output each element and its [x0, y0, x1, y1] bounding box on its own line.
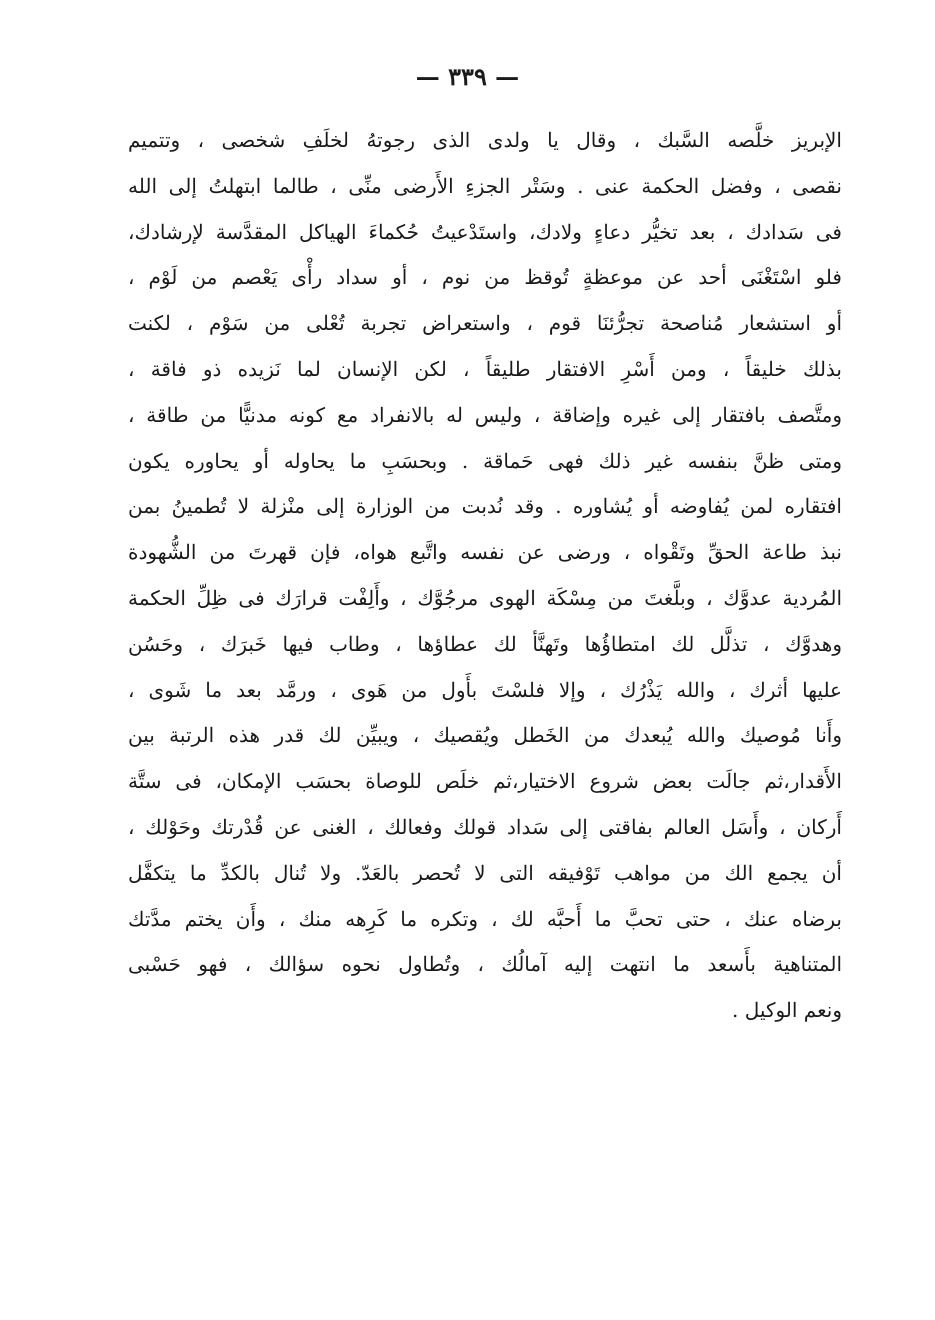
text-line: أَركان ، وأَسَل العالم بفاقتى إلى سَداد قولك وفعالك ، الغنى عن قُدْرتك وحَوْلك ،: [128, 814, 842, 839]
text-line: فلو اسْتَغْنَى أحد عن موعظةٍ تُوقظ من نوم ، أو سداد رأْى يَعْصم من لَوْم ،: [128, 265, 842, 290]
text-line: بذلك خليقاً ، ومن أَسْرِ الافتقار طليقاً ، لكن الإنسان لما نَزيده ذو فاقة ،: [128, 356, 842, 381]
text-line: نبذ طاعة الحقِّ وتَقْواه ، ورضى عن نفسه واتَّبع هواه، فإن قهرتَ من الشُّهودة: [128, 540, 842, 565]
text-line: الأَقدار،ثم جالَت بعض شروع الاختيار،ثم خلَص للوصاة بحسَب الإمكان، فى ستَّة: [128, 769, 842, 794]
page-number: — ٣٣٩ —: [415, 62, 520, 91]
text-line: ومتَّصف بافتقار إلى غيره وإضاقة ، وليس له بالانفراد مع كونه مدنيًّا من طاقة ،: [128, 402, 842, 427]
text-line: افتقاره لمن يُفاوضه أو يُشاوره . وقد نُدبت من الوزارة إلى منْزلة لا تُطمينُ بمن: [128, 494, 842, 519]
text-line: وهدوَّك ، تذلَّل لك امتطاؤُها وتَهنَّأ لك عطاؤها ، وطاب فيها خَبرَك ، وحَسُن: [128, 631, 842, 656]
body-text: [128, 118, 842, 1034]
text-line: نقصى ، وفضل الحكمة عنى . وسَتْر الجزءِ الأَرضى منِّى ، طالما ابتهلتُ إلى الله: [128, 173, 842, 198]
text-line: برضاه عنك ، حتى تحبَّ ما أَحبَّه لك ، وتكره ما كَرِهه منك ، وأَن يختم مدَّتك: [128, 906, 842, 931]
text-line: المتناهية بأَسعد ما انتهت إليه آمالُك ، وتُطاول نحوه سؤالك ، فهو حَسْبى: [128, 952, 842, 977]
text-line: فى سَدادك ، بعد تخيُّر دعاءٍ ولادك، واستَدْعيتُ حُكماءَ الهياكل المقدَّسة لإرشادك،: [128, 219, 842, 244]
text-line: ونعم الوكيل .: [732, 998, 842, 1023]
text-line: أو استشعار مُناصحة تجرُّئنَا قوم ، واستعراض تجربة تُعْلى من سَوْم ، لكنت: [128, 311, 842, 336]
text-line: وأَنا مُوصيك والله يُبعدك من الخَطل ويُقصيك ، ويبيِّن لك قدر هذه الرتبة بين: [128, 723, 842, 748]
text-line: أن يجمع الك من مواهب تَوْفيقه التى لا تُحصر بالعَدّ. ولا تُنال بالكدِّ ما يتكفَّل: [128, 860, 842, 885]
text-line: الإبريز خلَّصه السَّبك ، وقال يا ولدى الذى رجوتهُ لخلَفِ شخصى ، وتتميم: [128, 128, 842, 152]
text-line: المُردية عدوَّك ، وبلَّغتَ من مِسْكَة الهوى مرجُوَّك ، وأَلِفْت قرارَك فى ظِلِّ الحكمة: [128, 585, 842, 610]
text-line: ومتى ظنَّ بنفسه غير ذلك فهى حَماقة . وبحسَبِ ما يحاوله أو يحاوره يكون: [128, 448, 842, 473]
text-line: عليها أثرك ، والله يَذْرُك ، وإلا فلسْتَ بأَول من هَوى ، ورمَّد بعد ما شَوى ،: [128, 677, 842, 702]
